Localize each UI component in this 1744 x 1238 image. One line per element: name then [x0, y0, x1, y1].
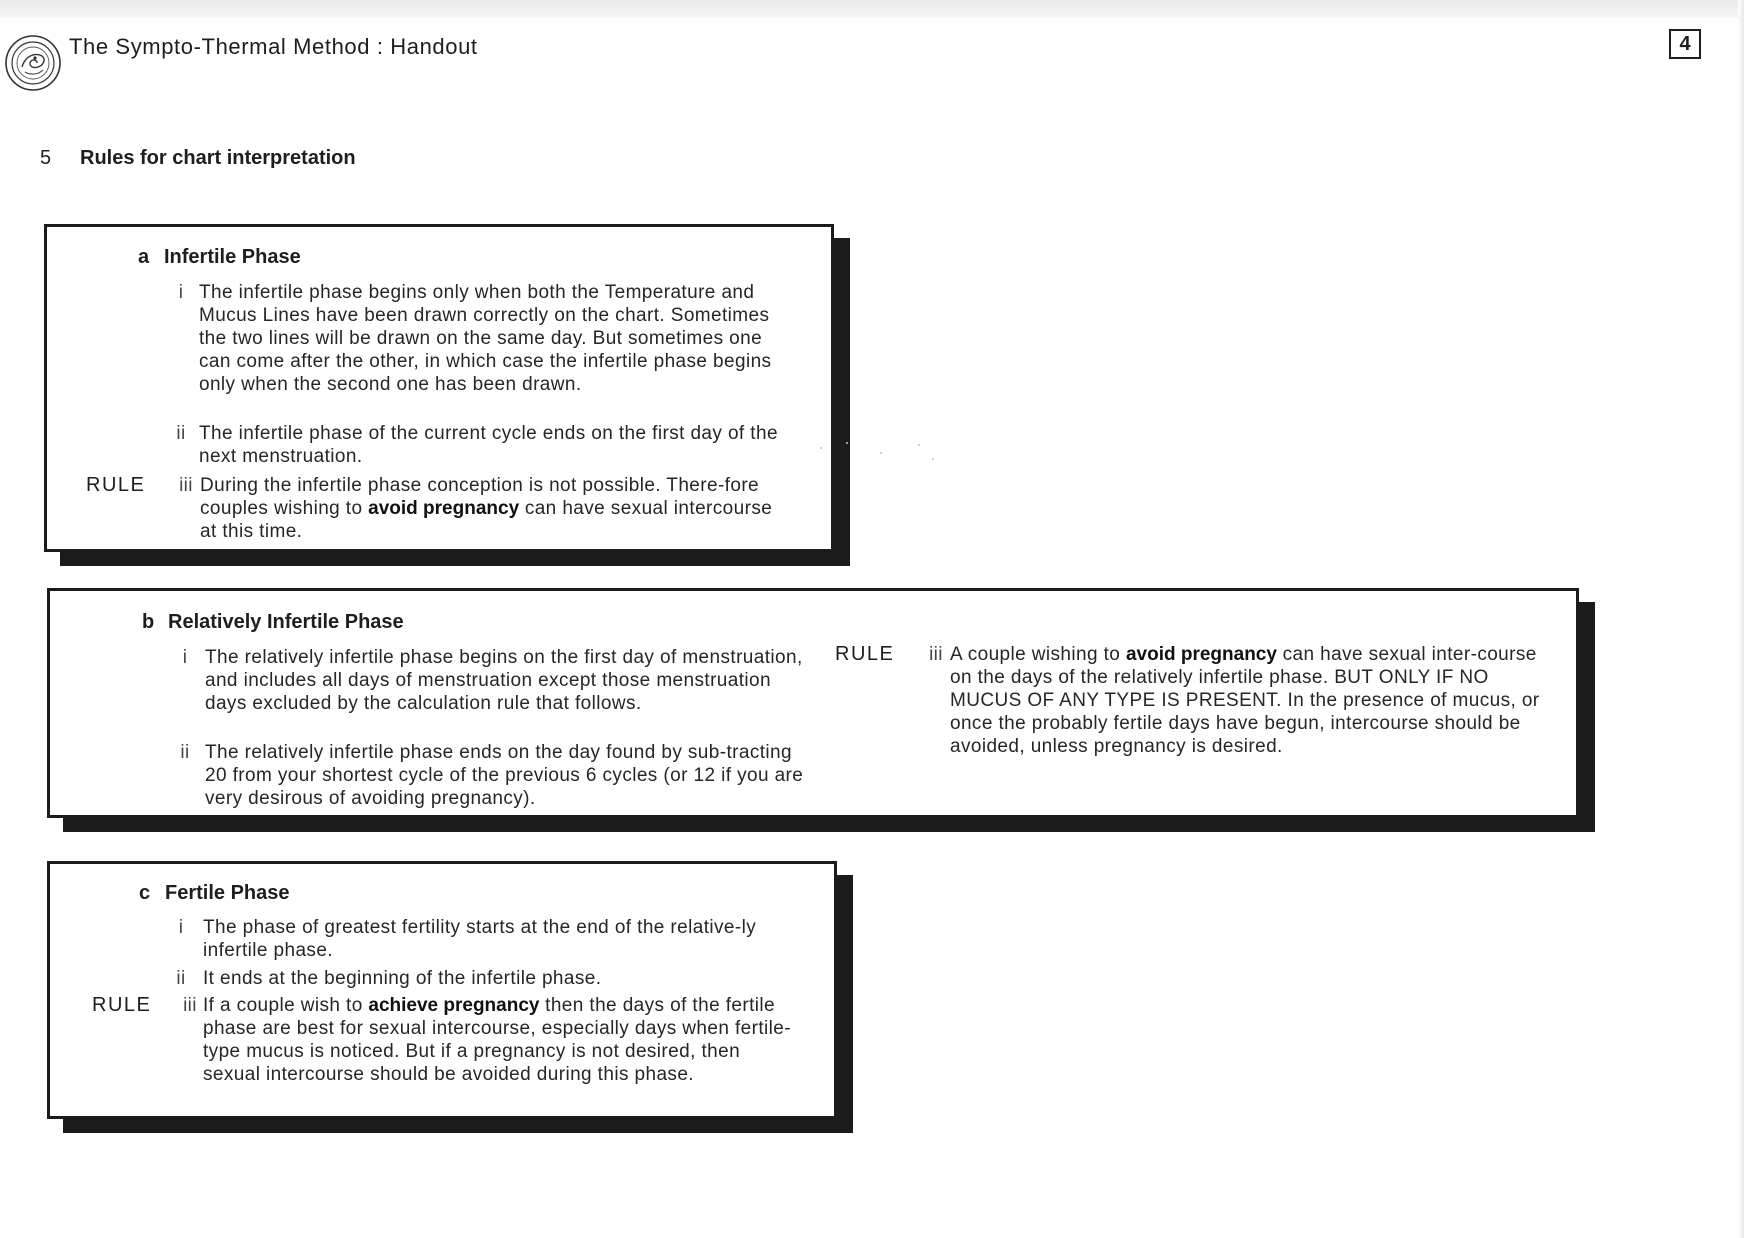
section-title: Rules for chart interpretation	[80, 147, 356, 169]
scan-speck	[820, 447, 822, 449]
item-numeral: iii	[929, 644, 943, 665]
item-text: The infertile phase begins only when both the Temperature and Mucus Lines have been drawn correctly on the chart. Sometimes the two lines will be drawn on the same day. But sometimes one can come after the other, in which case the infertile phase begins only when the second one has been drawn.	[199, 282, 772, 395]
item-numeral: ii	[176, 968, 186, 989]
phase-title: Infertile Phase	[164, 246, 301, 268]
item-text: The infertile phase of the current cycle ends on the first day of the next menstruation.	[199, 423, 778, 467]
infertile-phase-heading	[138, 246, 301, 269]
scan-speck	[918, 444, 920, 446]
phase-letter: b	[142, 611, 155, 633]
section-number: 5	[40, 147, 52, 169]
item-numeral: i	[178, 282, 184, 303]
section-heading	[40, 147, 356, 170]
rule-label: RULE	[86, 474, 146, 496]
item-numeral: i	[182, 647, 188, 668]
phase-title: Relatively Infertile Phase	[168, 611, 404, 633]
item-text: The phase of greatest fertility starts at the end of the relative-ly infertile phase.	[203, 917, 757, 961]
rule-label: RULE	[835, 643, 895, 665]
fertile-phase-heading	[139, 882, 290, 905]
infertile-phase-panel	[44, 224, 834, 552]
scan-speck	[932, 458, 934, 460]
item-numeral: iii	[183, 995, 197, 1016]
phase-letter: a	[138, 246, 150, 268]
scan-speck	[880, 452, 882, 454]
scan-top-edge	[0, 0, 1744, 18]
emphasis-avoid-pregnancy: avoid pregnancy	[1125, 644, 1277, 665]
item-text: A couple wishing to avoid pregnancy can have sexual inter-course on the days of the relatively infertile phase. BUT ONLY IF NO MUCUS OF ANY TYPE IS PRESENT. In the presence of mucus, or once the probably fertile days have begun, intercourse should be avoided, unless pregnancy is desired.	[950, 644, 1540, 757]
item-numeral: ii	[176, 423, 186, 444]
scan-speck	[846, 442, 848, 444]
scan-right-edge	[1738, 0, 1744, 1238]
fertile-phase-panel	[47, 861, 837, 1119]
relatively-infertile-phase-heading	[142, 611, 404, 634]
relatively-infertile-phase-panel	[47, 588, 1579, 818]
phase-letter: c	[139, 882, 151, 904]
item-text: The relatively infertile phase begins on the first day of menstruation, and includes all days of menstruation except those menstruation days excluded by the calculation rule that follows.	[205, 647, 803, 714]
item-text: During the infertile phase conception is not possible. There-fore couples wishing to avoid pregnancy can have sexual intercourse at this time.	[200, 475, 773, 542]
item-text: It ends at the beginning of the infertile phase.	[203, 968, 602, 989]
handout-logo-icon	[4, 34, 62, 92]
item-numeral: ii	[180, 742, 190, 763]
item-numeral: i	[178, 917, 184, 938]
item-text: If a couple wish to achieve pregnancy then the days of the fertile phase are best for sexual intercourse, especially days when fertile-type mucus is noticed. But if a pregnancy is not desired, then sexual intercourse should be avoided during this phase.	[203, 995, 791, 1085]
phase-title: Fertile Phase	[165, 882, 290, 904]
emphasis-achieve-pregnancy: achieve pregnancy	[368, 995, 540, 1016]
handout-title: The Sympto-Thermal Method : Handout	[69, 34, 478, 59]
item-numeral: iii	[179, 475, 193, 496]
item-text: The relatively infertile phase ends on the day found by sub-tracting 20 from your shortest cycle of the previous 6 cycles (or 12 if you are very desirous of avoiding pregnancy).	[205, 742, 804, 809]
emphasis-avoid-pregnancy: avoid pregnancy	[368, 498, 520, 519]
rule-label: RULE	[92, 994, 152, 1016]
page-number-badge: 4	[1669, 29, 1701, 59]
